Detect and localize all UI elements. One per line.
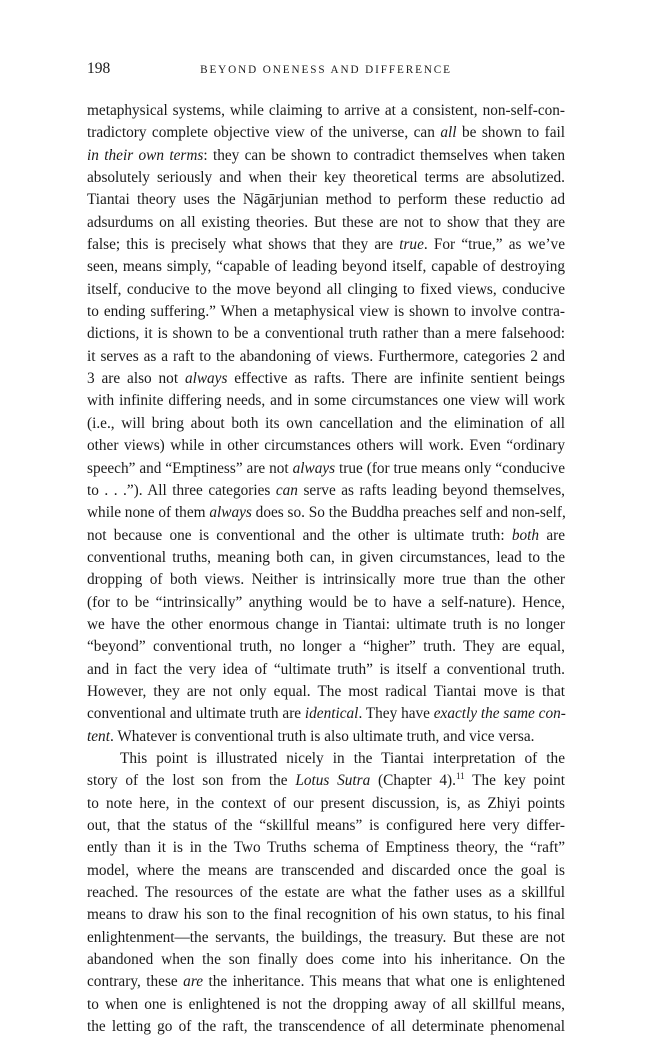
text-run: . For “true,” as we’ve: [423, 236, 565, 254]
text-line: [87, 927, 565, 949]
italic-text: are: [183, 973, 203, 991]
text-line: [87, 301, 565, 323]
text-run: metaphysical systems, while claiming to arrive at a consistent, non-self-con-: [87, 102, 565, 119]
text-run: enlightenment—the servants, the buildings, the treasury. But these are not: [87, 928, 565, 946]
text-line: [87, 189, 565, 211]
text-run: serve as rafts leading beyond themselves,: [297, 481, 565, 499]
text-run: (i.e., will bring about both its own cancellation and the elimination of all: [87, 414, 565, 432]
text-run: and in fact the very idea of “ultimate truth” is itself a conventional truth.: [87, 660, 565, 678]
running-head: [87, 60, 565, 80]
text-run: This point is illustrated nicely in the Tiantai interpretation of the: [120, 749, 565, 767]
text-run: : they can be shown to contradict themselves when taken: [203, 146, 565, 164]
text-run: (for to be “intrinsically” anything would be to have a self-nature). Hence,: [87, 593, 565, 611]
text-run: conventional and ultimate truth are: [87, 705, 305, 723]
text-run: However, they are not only equal. The most radical Tiantai move is that: [87, 682, 565, 700]
text-run: reached. The resources of the estate are what the father uses as a skillful: [87, 884, 565, 902]
running-title: BEYOND ONENESS AND DIFFERENCE: [200, 64, 452, 76]
text-run: to ending suffering.” When a metaphysical view is shown to involve contra-: [87, 303, 565, 321]
text-line: [87, 815, 565, 837]
text-run: not because one is conventional and the other is ultimate truth:: [87, 526, 512, 544]
text-line: [87, 234, 565, 256]
text-run: dictions, it is shown to be a conventional truth rather than a mere falsehood:: [87, 325, 565, 343]
italic-text: exactly the same con-: [433, 705, 566, 723]
text-run: . Whatever is conventional truth is also ultimate truth, and vice versa.: [109, 727, 535, 745]
italic-text: always: [209, 504, 252, 522]
text-run: effective as rafts. There are infinite sentient beings: [227, 370, 565, 388]
text-line: [87, 614, 565, 636]
text-line: [87, 547, 565, 569]
text-line: [87, 480, 565, 502]
text-line: [87, 904, 565, 926]
text-run: to note here, in the context of our present discussion, is, as Zhiyi points: [87, 794, 565, 812]
text-run: speech” and “Emptiness” are not: [87, 459, 293, 477]
text-run: Tiantai theory uses the Nāgārjunian method to perform these reductio ad: [87, 191, 565, 209]
italic-text: both: [511, 526, 540, 544]
text-run: absolutely seriously and when their key theoretical terms are absolutized.: [87, 169, 565, 187]
text-line: [87, 681, 565, 703]
text-line: [87, 770, 565, 792]
text-run: The key point: [464, 772, 566, 790]
italic-text: tent: [87, 727, 110, 745]
text-run: 3 are also not: [87, 370, 185, 388]
text-run: “beyond” conventional truth, no longer a “higher” truth. They are equal,: [87, 638, 565, 656]
text-line: [87, 793, 565, 815]
italic-text: in their own terms: [87, 146, 204, 164]
text-line: [87, 323, 565, 345]
text-run: it serves as a raft to the abandoning of views. Furthermore, categories 2 and: [87, 347, 565, 365]
text-run: story of the lost son from the: [87, 772, 296, 790]
text-line: [87, 726, 565, 748]
text-run: model, where the means are transcended and discarded once the goal is: [87, 861, 565, 879]
text-run: to . . .”). All three categories: [87, 481, 276, 499]
text-line: [87, 502, 565, 524]
body-text: [87, 100, 565, 1038]
text-run: while none of them: [87, 504, 210, 522]
text-line: [87, 390, 565, 412]
text-run: itself, conducive to the move beyond all clinging to fixed views, conducive: [87, 280, 565, 298]
italic-text: identical: [304, 705, 359, 723]
text-run: true (for true means only “conducive: [335, 459, 565, 477]
text-run: with infinite differing needs, and in some circumstances one view will work: [87, 392, 565, 410]
text-run: conventional truths, meaning both can, in given circumstances, lead to the: [87, 548, 565, 566]
text-line: [87, 100, 565, 122]
text-run: are: [539, 526, 566, 544]
text-line: [87, 1016, 565, 1038]
text-run: be shown to fail: [456, 124, 565, 142]
text-line: [87, 569, 565, 591]
text-line: [87, 882, 565, 904]
text-line: [87, 659, 565, 681]
text-line: [87, 592, 565, 614]
text-line: [87, 860, 565, 882]
text-run: dropping of both views. Neither is intrinsically more true than the other: [87, 571, 565, 589]
italic-text: true: [399, 236, 424, 254]
text-line: [87, 346, 565, 368]
text-line: [87, 145, 565, 167]
text-run: to when one is enlightened is not the dropping away of all skillful means,: [87, 995, 565, 1013]
italic-text: Lotus Sutra: [295, 772, 371, 790]
text-line: [87, 212, 565, 234]
text-run: adsurdums on all existing theories. But these are not to show that they are: [87, 213, 565, 231]
text-line: [87, 837, 565, 859]
text-line: [87, 525, 565, 547]
text-line: [87, 994, 565, 1016]
text-line: [87, 256, 565, 278]
text-run: the inheritance. This means that what one is enlightened: [203, 973, 566, 991]
text-run: false; this is precisely what shows that they are: [87, 236, 400, 254]
text-run: tradictory complete objective view of the universe, can: [87, 124, 441, 142]
text-run: means to draw his son to the final recognition of his own status, to his final: [87, 906, 565, 924]
text-run: . They have: [358, 705, 434, 723]
italic-text: always: [292, 459, 336, 477]
footnote-ref: 11: [455, 771, 465, 782]
text-run: does so. So the Buddha preaches self and non-self,: [251, 504, 566, 522]
paragraph: [87, 100, 565, 748]
text-line: [87, 703, 565, 725]
text-line: [87, 435, 565, 457]
text-run: we have the other enormous change in Tiantai: ultimate truth is no longer: [87, 615, 565, 633]
page-number: 198: [87, 60, 111, 77]
italic-text: always: [184, 370, 228, 388]
text-run: seen, means simply, “capable of leading beyond itself, capable of destroying: [87, 258, 565, 276]
text-line: [87, 636, 565, 658]
text-line: [87, 122, 565, 144]
text-line: [87, 368, 565, 390]
text-run: contrary, these: [87, 973, 184, 991]
text-run: out, that the status of the “skillful means” is configured here very differ-: [87, 817, 565, 834]
text-run: other views) while in other circumstances others will work. Even “ordinary: [87, 437, 565, 455]
text-line: [87, 748, 565, 770]
text-line: [87, 949, 565, 971]
text-run: ently than it is in the Two Truths schema of Emptiness theory, the “raft”: [87, 839, 565, 857]
text-line: [87, 413, 565, 435]
italic-text: can: [275, 481, 298, 499]
paragraph: [87, 748, 565, 1038]
text-run: abandoned when the son finally does come into his inheritance. On the: [87, 951, 565, 969]
text-run: the letting go of the raft, the transcendence of all determinate phenomenal: [87, 1018, 565, 1036]
text-line: [87, 458, 565, 480]
italic-text: all: [440, 124, 457, 142]
text-run: (Chapter 4).: [370, 772, 456, 790]
text-line: [87, 167, 565, 189]
text-line: [87, 279, 565, 301]
